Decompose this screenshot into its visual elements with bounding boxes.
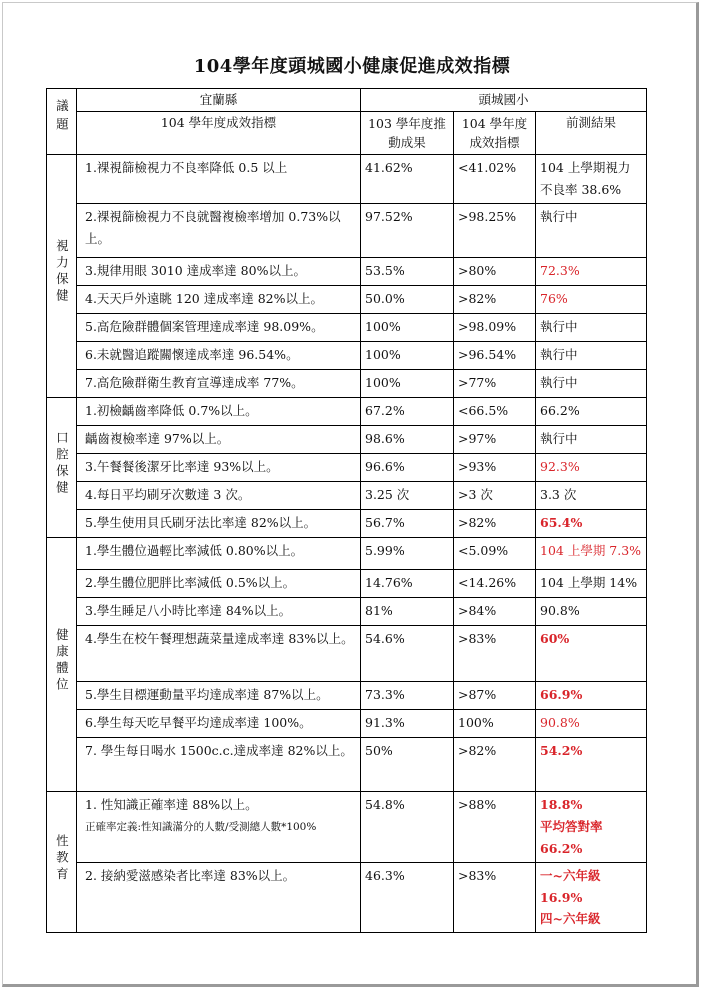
target-104-cell: >87% xyxy=(454,682,536,710)
pretest-cell: 一~六年級 16.9% 四~六年級 xyxy=(536,862,647,933)
indicator-cell: 2. 接納愛滋感染者比率達 83%以上。 xyxy=(77,862,361,933)
table-row xyxy=(47,258,647,286)
result-103-cell: 97.52% xyxy=(361,204,454,258)
target-104-cell: <14.26% xyxy=(454,570,536,598)
result-103-cell: 14.76% xyxy=(361,570,454,598)
pretest-cell: 執行中 xyxy=(536,314,647,342)
table-row xyxy=(47,204,647,258)
result-103-cell: 41.62% xyxy=(361,155,454,204)
result-103-cell: 73.3% xyxy=(361,682,454,710)
category-cell: 口腔保健 xyxy=(47,398,77,538)
result-103-cell: 91.3% xyxy=(361,710,454,738)
table-row xyxy=(47,510,647,538)
table-row xyxy=(47,538,647,570)
page-title: 104學年度頭城國小健康促進成效指標 xyxy=(193,56,511,77)
table-row xyxy=(47,286,647,314)
target-104-cell: <5.09% xyxy=(454,538,536,570)
result-103-cell: 81% xyxy=(361,598,454,626)
category-cell: 視力保健 xyxy=(47,155,77,398)
indicator-cell: 5.學生目標運動量平均達成率達 87%以上。 xyxy=(77,682,361,710)
table-row xyxy=(47,342,647,370)
pretest-cell: 3.3 次 xyxy=(536,482,647,510)
indicator-cell: 3.學生睡足八小時比率達 84%以上。 xyxy=(77,598,361,626)
indicator-cell: 4.天天戶外遠眺 120 達成率達 82%以上。 xyxy=(77,286,361,314)
table-row xyxy=(47,482,647,510)
result-103-cell: 67.2% xyxy=(361,398,454,426)
category-cell: 健康體位 xyxy=(47,538,77,792)
header-school: 頭城國小 xyxy=(361,89,647,112)
pretest-cell: 66.2% xyxy=(536,398,647,426)
indicator-cell: 3.規律用眼 3010 達成率達 80%以上。 xyxy=(77,258,361,286)
result-103-cell: 3.25 次 xyxy=(361,482,454,510)
target-104-cell: 100% xyxy=(454,710,536,738)
indicator-cell: 7.高危險群衛生教育宣導達成率 77%。 xyxy=(77,370,361,398)
indicator-cell: 齲齒複檢率達 97%以上。 xyxy=(77,426,361,454)
table-row xyxy=(47,155,647,204)
indicator-cell: 4.每日平均刷牙次數達 3 次。 xyxy=(77,482,361,510)
target-104-cell: >77% xyxy=(454,370,536,398)
target-104-cell: >88% xyxy=(454,792,536,863)
indicator-cell: 5.高危險群體個案管理達成率達 98.09%。 xyxy=(77,314,361,342)
result-103-cell: 5.99% xyxy=(361,538,454,570)
target-104-cell: <41.02% xyxy=(454,155,536,204)
indicator-cell: 1.學生體位過輕比率減低 0.80%以上。 xyxy=(77,538,361,570)
header-county: 宜蘭縣 xyxy=(77,89,361,112)
pretest-cell: 76% xyxy=(536,286,647,314)
target-104-cell: >98.25% xyxy=(454,204,536,258)
result-103-cell: 50% xyxy=(361,738,454,792)
table-row xyxy=(47,426,647,454)
table-row xyxy=(47,682,647,710)
pretest-cell: 66.9% xyxy=(536,682,647,710)
header-indicator: 104 學年度成效指標 xyxy=(77,111,361,155)
result-103-cell: 54.6% xyxy=(361,626,454,682)
indicator-cell: 1. 性知識正確率達 88%以上。 正確率定義:性知識滿分的人數/受測總人數*100% xyxy=(77,792,361,863)
pretest-cell: 90.8% xyxy=(536,598,647,626)
indicator-cell: 1.裸視篩檢視力不良率降低 0.5 以上 xyxy=(77,155,361,204)
table-row xyxy=(47,570,647,598)
indicator-cell: 3.午餐餐後潔牙比率達 93%以上。 xyxy=(77,454,361,482)
indicator-cell: 6.未就醫追蹤關懷達成率達 96.54%。 xyxy=(77,342,361,370)
target-104-cell: >83% xyxy=(454,862,536,933)
pretest-cell: 72.3% xyxy=(536,258,647,286)
result-103-cell: 100% xyxy=(361,370,454,398)
result-103-cell: 96.6% xyxy=(361,454,454,482)
pretest-cell: 65.4% xyxy=(536,510,647,538)
target-104-cell: >82% xyxy=(454,738,536,792)
target-104-cell: >3 次 xyxy=(454,482,536,510)
result-103-cell: 100% xyxy=(361,342,454,370)
result-103-cell: 100% xyxy=(361,314,454,342)
target-104-cell: <66.5% xyxy=(454,398,536,426)
header-target-104: 104 學年度成效指標 xyxy=(454,111,536,155)
header-pretest: 前測結果 xyxy=(536,111,647,155)
result-103-cell: 54.8% xyxy=(361,792,454,863)
indicator-cell: 5.學生使用貝氏刷牙法比率達 82%以上。 xyxy=(77,510,361,538)
category-cell: 性教育 xyxy=(47,792,77,933)
table-row xyxy=(47,398,647,426)
result-103-cell: 46.3% xyxy=(361,862,454,933)
result-103-cell: 56.7% xyxy=(361,510,454,538)
table-row xyxy=(47,626,647,682)
header-result-103: 103 學年度推動成果 xyxy=(361,111,454,155)
table-row xyxy=(47,710,647,738)
pretest-cell: 執行中 xyxy=(536,204,647,258)
table-row xyxy=(47,314,647,342)
target-104-cell: >97% xyxy=(454,426,536,454)
indicator-cell: 2.學生體位肥胖比率減低 0.5%以上。 xyxy=(77,570,361,598)
indicator-note: 正確率定義:性知識滿分的人數/受測總人數*100% xyxy=(85,820,317,833)
indicator-cell: 1.初檢齲齒率降低 0.7%以上。 xyxy=(77,398,361,426)
pretest-cell: 18.8% 平均答對率 66.2% xyxy=(536,792,647,863)
table-row xyxy=(47,792,647,863)
indicator-cell: 4.學生在校午餐理想蔬菜量達成率達 83%以上。 xyxy=(77,626,361,682)
indicator-table xyxy=(46,88,647,933)
target-104-cell: >96.54% xyxy=(454,342,536,370)
table-row xyxy=(47,738,647,792)
target-104-cell: >84% xyxy=(454,598,536,626)
target-104-cell: >82% xyxy=(454,510,536,538)
table-row xyxy=(47,454,647,482)
pretest-cell: 60% xyxy=(536,626,647,682)
indicator-cell: 6.學生每天吃早餐平均達成率達 100%。 xyxy=(77,710,361,738)
table-row xyxy=(47,862,647,933)
pretest-cell: 104 上學期 7.3% xyxy=(536,538,647,570)
result-103-cell: 50.0% xyxy=(361,286,454,314)
indicator-cell: 7. 學生每日喝水 1500c.c.達成率達 82%以上。 xyxy=(77,738,361,792)
pretest-cell: 執行中 xyxy=(536,370,647,398)
pretest-cell: 執行中 xyxy=(536,342,647,370)
pretest-cell: 90.8% xyxy=(536,710,647,738)
table-row xyxy=(47,598,647,626)
result-103-cell: 53.5% xyxy=(361,258,454,286)
target-104-cell: >98.09% xyxy=(454,314,536,342)
pretest-cell: 104 上學期視力不良率 38.6% xyxy=(536,155,647,204)
target-104-cell: >80% xyxy=(454,258,536,286)
target-104-cell: >82% xyxy=(454,286,536,314)
pretest-cell: 104 上學期 14% xyxy=(536,570,647,598)
pretest-cell: 92.3% xyxy=(536,454,647,482)
target-104-cell: >93% xyxy=(454,454,536,482)
result-103-cell: 98.6% xyxy=(361,426,454,454)
pretest-cell: 54.2% xyxy=(536,738,647,792)
header-topic: 議題 xyxy=(47,89,77,155)
pretest-cell: 執行中 xyxy=(536,426,647,454)
table-row xyxy=(47,370,647,398)
target-104-cell: >83% xyxy=(454,626,536,682)
indicator-cell: 2.裸視篩檢視力不良就醫複檢率增加 0.73%以上。 xyxy=(77,204,361,258)
